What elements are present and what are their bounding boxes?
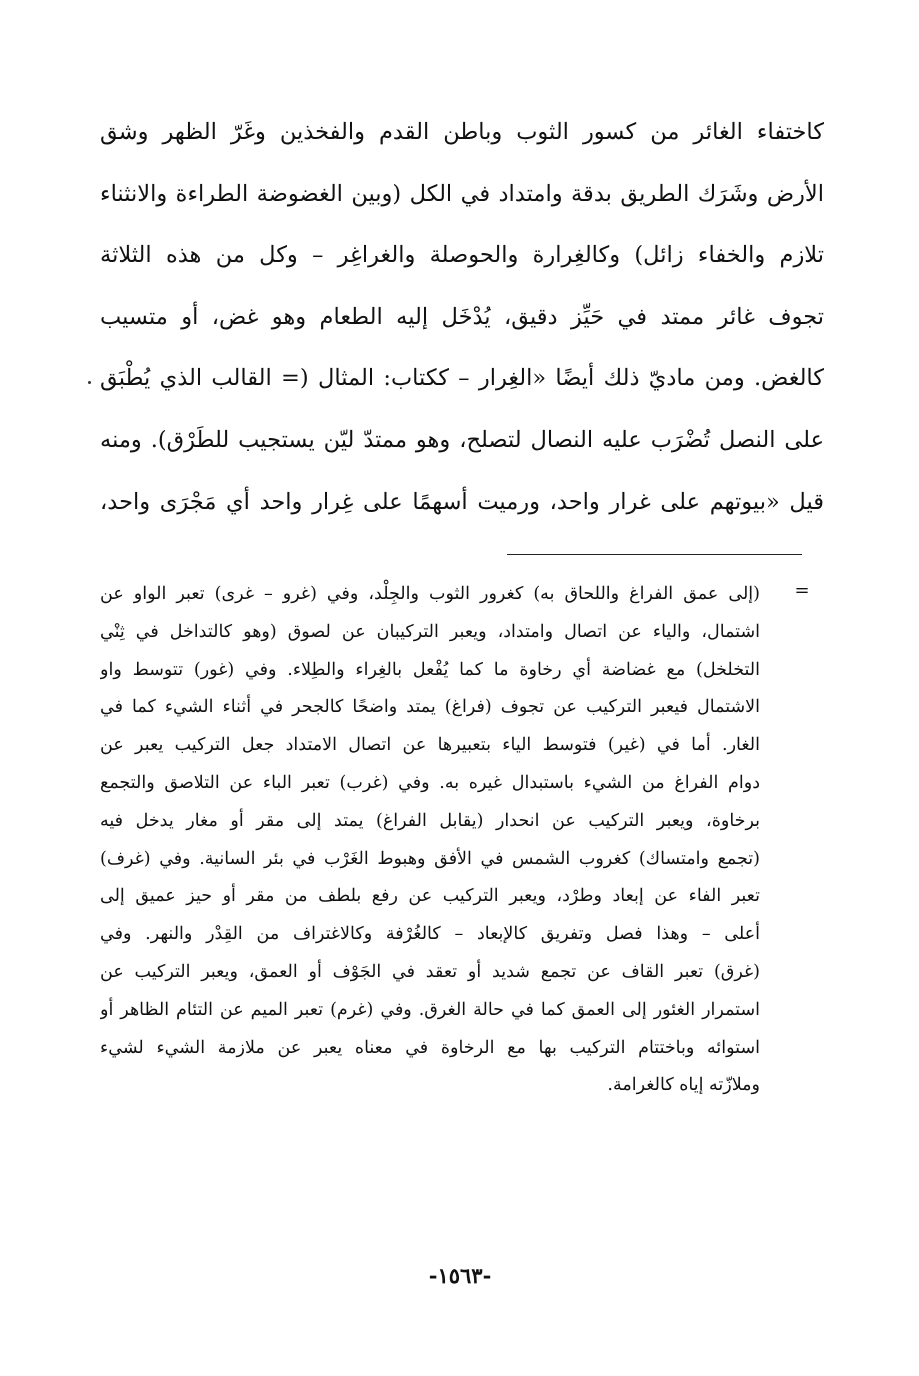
- footnote-line: اشتمال، والياء عن اتصال وامتداد، ويعبر التركيبان عن لصوق (وهو كالتداخل في ثِنْي: [100, 621, 760, 642]
- footnote-line: برخاوة، ويعبر التركيب عن انحدار (يقابل الفراغ) يمتد إلى مقر أو مغار يدخل فيه: [100, 810, 760, 831]
- footnote-line: استوائه وباختتام التركيب بها مع الرخاوة في معناه يعبر عن ملازمة الشيء لشيء: [100, 1037, 760, 1058]
- main-text-line: الأرض وشَرَك الطريق بدقة وامتداد في الكل (وبين الغضوضة الطراءة والانثناء: [100, 180, 824, 207]
- main-text: [100, 102, 824, 533]
- footnote-line: التخلخل) مع غضاضة أي رخاوة ما كما يُفْعل بالغِراء والطِلاء. وفي (غور) تتوسط واو: [100, 659, 760, 680]
- footnote-line: أعلى – وهذا فصل وتفريق كالإبعاد – كالغُرْفة وكالاغتراف من القِدْر والنهر. وفي: [100, 924, 760, 945]
- footnote: [100, 576, 760, 1105]
- main-text-line: كاختفاء الغائر من كسور الثوب وباطن القدم والفخذين وغَرّ الظهر وشق: [100, 119, 824, 145]
- footnote-line: وملازّته إياه كالغرامة.: [607, 1075, 760, 1096]
- main-text-line: قيل «بيوتهم على غرار واحد، ورميت أسهمًا على غِرار واحد أي مَجْرَى واحد،: [100, 488, 824, 515]
- main-text-line: تلازم والخفاء زائل) وكالغِرارة والحوصلة والغراغِر – وكل من هذه الثلاثة: [100, 242, 824, 269]
- footnote-line: الاشتمال فيعبر التركيب عن تجوف (فراغ) يمتد واضحًا كالجحر في أثناء الشيء كما في: [100, 697, 760, 718]
- main-text-line: تجوف غائر ممتد في حَيِّز دقيق، يُدْخَل إليه الطعام وهو غض، أو متسيب: [100, 303, 824, 330]
- footnote-line: تعبر الفاء عن إبعاد وطرْد، ويعبر التركيب عن رفع بلطف من مقر أو حيز عميق إلى: [100, 886, 760, 907]
- footnote-line: (تجمع وامتساك) كغروب الشمس في الأفق وهبوط الغَرْب في بئر السانية. وفي (غرف): [100, 848, 760, 869]
- footnote-continuation-marker: =: [794, 580, 810, 601]
- main-text-line: على النصل تُضْرَب عليه النصال لتصلح، وهو ممتدّ ليّن يستجيب للطَرْق). ومنه: [100, 426, 824, 453]
- footnote-divider: [507, 554, 802, 555]
- footnote-line: (إلى عمق الفراغ واللحاق به) كغرور الثوب والجِلْد، وفي (غرو – غرى) تعبر الواو عن: [100, 584, 760, 604]
- footnote-line: (غرق) تعبر القاف عن تجمع شديد أو تعقد في الجَوْف أو العمق، ويعبر التركيب عن: [100, 961, 760, 982]
- footnote-line: الغار. أما في (غير) فتوسط الياء بتعبيرها عن اتصال الامتداد جعل التركيب يعبر عن: [100, 735, 760, 756]
- print-speck: [88, 381, 91, 384]
- footnote-line: استمرار الغئور إلى العمق كما في حالة الغرق. وفي (غرم) تعبر الميم عن التئام الظاهر أو: [100, 999, 760, 1020]
- main-text-line: كالغض. ومن ماديّ ذلك أيضًا «الغِرار – ككتاب: المثال (= القالب الذي يُطْبَق: [100, 365, 824, 392]
- page-number: -١٥٦٣-: [428, 1263, 492, 1288]
- footnote-line: دوام الفراغ من الشيء باستبدال غيره به. وفي (غرب) تعبر الباء عن التلاصق والتجمع: [100, 772, 760, 793]
